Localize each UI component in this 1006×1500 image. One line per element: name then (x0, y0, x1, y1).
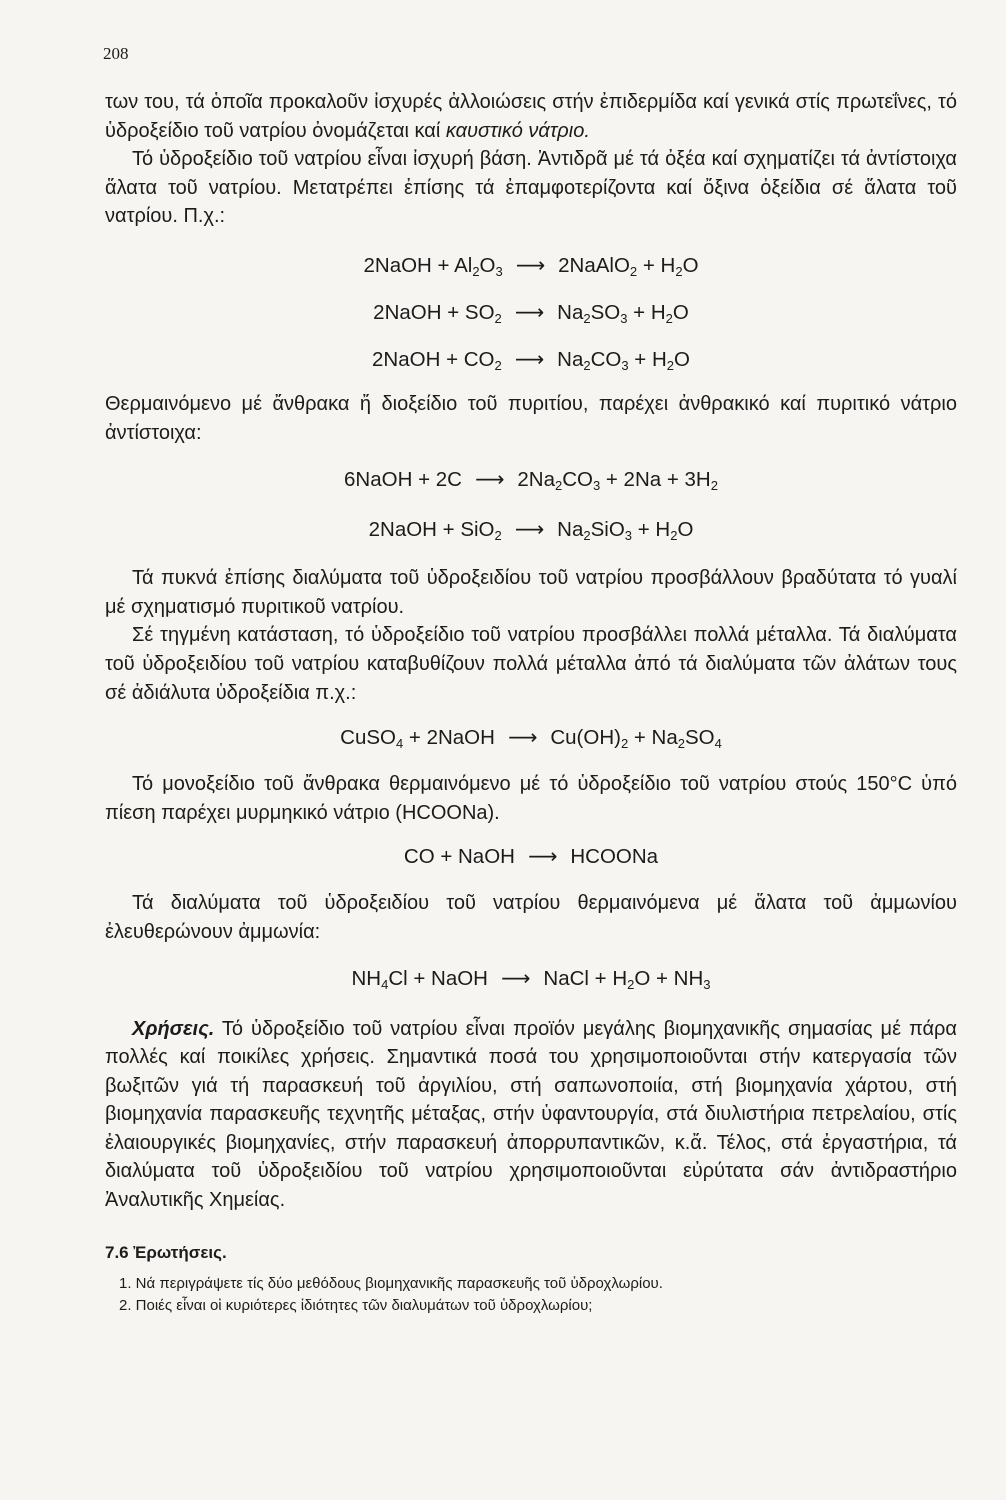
arrow-icon: ⟶ (515, 253, 546, 277)
equation-formate: CO + NaOH ⟶ HCOONa (105, 843, 957, 871)
equation-alumina: 2NaOH + $Al_2O_3$ ⟶ 2NaAlO$_2$ + $H_2O$ (363, 253, 699, 279)
arrow-icon: ⟶ (501, 966, 531, 990)
arrow-icon: ⟶ (474, 468, 505, 492)
arrow-icon: ⟶ (507, 726, 538, 750)
equation-carbon-dioxide: 2NaOH + $CO_2$ ⟶ $Na_2CO_3 + H_2O$ (372, 347, 690, 373)
paragraph-formate: Τό μονοξείδιο τοῦ ἄνθρακα θερμαινόμενο μέ τό ὑδροξείδιο τοῦ νατρίου στούς 150°C ὑπό πίεση παρέχει μυρμηκικό νάτριο (HCOONa). (105, 773, 957, 824)
arrow-icon: ⟶ (527, 845, 558, 869)
arrow-icon: ⟶ (514, 347, 545, 371)
equation-silica: 2NaOH + SiO$_2$ ⟶ $Na_2SiO_3 + H_2O$ (368, 518, 694, 544)
paragraph-caustic-soda (105, 88, 957, 145)
equation-carbon: 6NaOH + 2C ⟶ $2Na_2CO_3 + 2Na + 3H_2$ (344, 468, 718, 494)
page-body (105, 88, 957, 1317)
paragraph-uses (105, 1015, 957, 1215)
paragraph-text: των του, τά ὁποῖα προκαλοῦν ἰσχυρές ἀλλοιώσεις στήν ἐπιδερμίδα καί γενικά στίς πρωτεΐνες, τό ὑδροξείδιο τοῦ νατρίου ὀνομάζεται καί (105, 91, 957, 142)
page-number: 208 (103, 44, 129, 63)
paragraph-glass: Τά πυκνά ἐπίσης διαλύματα τοῦ ὑδροξειδίου τοῦ νατρίου προσβάλλουν βραδύτατα τό γυαλί μέ σχηματισμό πυριτικοῦ νατρίου. (105, 567, 957, 618)
arrow-icon: ⟶ (514, 518, 545, 542)
question-item: 2. Ποιές εἶναι οἱ κυριότερες ἰδιότητες τῶν διαλυμάτων τοῦ ὑδροχλωρίου; (119, 1296, 593, 1314)
equation-sulfur-dioxide: 2NaOH + $SO_2$ ⟶ $Na_2SO_3 + H_2O$ (373, 300, 689, 326)
paragraph-text: Τό ὑδροξείδιο τοῦ νατρίου εἶναι προϊόν μεγάλης βιομηχανικῆς σημασίας μέ πάρα πολλές καί ποικίλες χρήσεις. Σημαντικά ποσά του χρησιμοποιοῦνται στήν κατεργασία τῶν βωξιτῶν γιά τή παρασκευή τοῦ ἀργιλίου, στή σαπωνοποιία, στή βιομηχανία χάρτου, στή βιομηχανία παρασκευῆς τεχνητῆς μέταξας, στήν ὑφαντουργία, στά διυλιστήρια πετρελαίου, στίς ἐλαιουργικές βιομηχανίες, στήν παρασκευή ἀπορρυπαντικῶν, κ.ἄ. Τέλος, στά ἐργαστήρια, τά διαλύματα τοῦ ὑδροξειδίου τοῦ νατρίου χρησιμοποιοῦνται εὐρύτατα σάν ἀντιδραστήριο Ἀναλυτικῆς Χημείας. (105, 1017, 957, 1212)
equation-ammonia: $NH_4Cl$ + NaOH ⟶ NaCl + $H_2O + NH_3$ (351, 966, 711, 992)
paragraph-strong-base: Τό ὑδροξείδιο τοῦ νατρίου εἶναι ἰσχυρή βάση. Ἀντιδρᾶ μέ τά ὀξέα καί σχηματίζει τά ἀντίστοιχα ἅλατα τοῦ νατρίου. Μετατρέπει ἐπίσης τά ἐπαμφοτερίζοντα καί ὄξινα ὀξείδια σέ ἅλατα τοῦ νατρίου. Π.χ.: (105, 148, 957, 228)
italic-term: καυστικό νάτριο. (445, 119, 590, 142)
section-title: 7.6 Ἐρωτήσεις. (105, 1242, 227, 1262)
equation-copper: CuSO$_4$ + 2NaOH ⟶ $Cu(OH)_2 + Na_2SO_4$ (340, 726, 722, 752)
arrow-icon: ⟶ (514, 300, 545, 324)
paragraph-metals: Σέ τηγμένη κατάσταση, τό ὑδροξείδιο τοῦ νατρίου προσβάλλει πολλά μέταλλα. Τά διαλύματα τοῦ ὑδροξειδίου τοῦ νατρίου καταβυθίζουν πολλά μέταλλα ἀπό τά διαλύματα τῶν ἀλάτων τους σέ ἀδιάλυτα ὑδροξείδια π.χ.: (105, 624, 957, 704)
question-item: 1. Νά περιγράψετε τίς δύο μεθόδους βιομηχανικῆς παρασκευῆς τοῦ ὑδροχλωρίου. (119, 1274, 663, 1292)
uses-heading: Χρήσεις. (132, 1017, 215, 1040)
paragraph-heating: Θερμαινόμενο μέ ἄνθρακα ἤ διοξείδιο τοῦ πυριτίου, παρέχει ἀνθρακικό καί πυριτικό νάτριο ἀντίστοιχα: (105, 392, 957, 444)
paragraph-ammonia: Τά διαλύματα τοῦ ὑδροξειδίου τοῦ νατρίου θερμαινόμενα μέ ἅλατα τοῦ ἀμμωνίου ἐλευθερώνουν ἀμμωνία: (105, 892, 957, 943)
